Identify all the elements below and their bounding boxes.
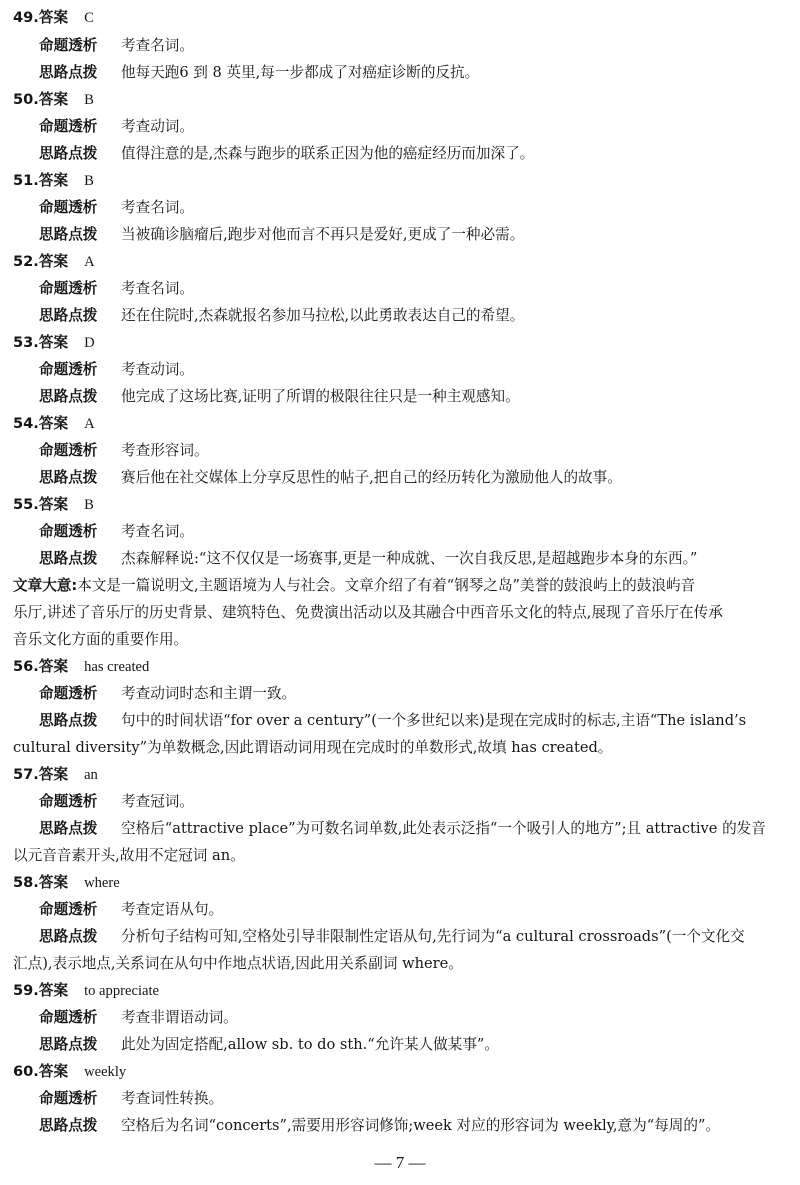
analysis-label: 命题透析 (39, 1009, 98, 1026)
analysis-60 (39, 1089, 223, 1109)
hint-text: 他每天跑6 到 8 英里,每一步都成了对癌症诊断的反抗。 (121, 64, 480, 81)
question-number: 59. (13, 982, 39, 999)
hint-label: 思路点拨 (39, 928, 98, 945)
hint-label: 思路点拨 (39, 469, 98, 486)
answer-value: B (84, 173, 94, 189)
hint-54 (39, 468, 622, 488)
hint-text: 此处为固定搭配,allow sb. to do sth.“允许某人做某事”。 (121, 1036, 499, 1053)
hint-label: 思路点拨 (39, 145, 98, 162)
question-number: 50. (13, 91, 39, 108)
hint-text: 赛后他在社交媒体上分享反思性的帖子,把自己的经历转化为激励他人的故事。 (121, 469, 622, 486)
analysis-label: 命题透析 (39, 442, 98, 459)
hint-60 (39, 1116, 720, 1136)
answer-label: 答案 (38, 1063, 69, 1080)
question-number: 54. (13, 415, 39, 432)
hint-label: 思路点拨 (39, 64, 98, 81)
analysis-50 (39, 117, 194, 137)
answer-label: 答案 (38, 9, 69, 26)
answer-value: an (84, 767, 98, 783)
answer-value: A (84, 254, 95, 270)
answer-label: 答案 (38, 658, 69, 675)
hint-51 (39, 225, 524, 245)
answer-label: 答案 (38, 982, 69, 999)
hint-label: 思路点拨 (39, 1036, 98, 1053)
hint-text: 当被确诊脑瘤后,跑步对他而言不再只是爱好,更成了一种必需。 (121, 226, 525, 243)
analysis-57 (39, 792, 194, 812)
analysis-label: 命题透析 (39, 793, 98, 810)
analysis-label: 命题透析 (39, 199, 98, 216)
answer-value: to appreciate (84, 983, 160, 999)
question-number: 52. (13, 253, 39, 270)
summary-text: 乐厅,讲述了音乐厅的历史背景、建筑特色、免费演出活动以及其融合中西音乐文化的特点,展现了音乐厅在传承 (13, 604, 723, 621)
hint-label: 思路点拨 (39, 712, 98, 729)
hint-label: 思路点拨 (39, 1117, 98, 1134)
hint-56 (39, 711, 746, 731)
hint-58 (39, 927, 745, 947)
answer-value: D (84, 335, 95, 351)
hint-text: 杰森解释说:“这不仅仅是一场赛事,更是一种成就、一次自我反思,是超越跑步本身的东西。” (121, 550, 698, 567)
answer-57 (13, 765, 98, 785)
analysis-label: 命题透析 (39, 1090, 98, 1107)
answer-55 (13, 495, 94, 515)
answer-50 (13, 90, 94, 110)
answer-49 (13, 8, 94, 28)
hint-text: 汇点),表示地点,关系词在从句中作地点状语,因此用关系副词 where。 (13, 955, 463, 972)
analysis-text: 考查词性转换。 (121, 1090, 224, 1107)
answer-label: 答案 (38, 415, 69, 432)
hint-58-continued (13, 954, 463, 974)
analysis-59 (39, 1008, 238, 1028)
analysis-text: 考查名词。 (121, 523, 194, 540)
question-number: 51. (13, 172, 39, 189)
question-number: 58. (13, 874, 39, 891)
analysis-58 (39, 900, 223, 920)
summary-line-3 (13, 630, 188, 650)
answer-label: 答案 (38, 172, 69, 189)
hint-text: 句中的时间状语“for over a century”(一个多世纪以来)是现在完成时的标志,主语“The island’s (121, 712, 747, 729)
answer-54 (13, 414, 95, 434)
analysis-text: 考查动词。 (121, 361, 194, 378)
analysis-text: 考查名词。 (121, 280, 194, 297)
analysis-label: 命题透析 (39, 685, 98, 702)
hint-text: cultural diversity”为单数概念,因此谓语动词用现在完成时的单数形式,故填 has created。 (13, 739, 613, 756)
answer-58 (13, 873, 120, 893)
analysis-label: 命题透析 (39, 901, 98, 918)
hint-text: 他完成了这场比赛,证明了所谓的极限往往只是一种主观感知。 (121, 388, 520, 405)
hint-59 (39, 1035, 499, 1055)
answer-value: A (84, 416, 95, 432)
analysis-text: 考查冠词。 (121, 793, 194, 810)
answer-53 (13, 333, 95, 353)
analysis-56 (39, 684, 296, 704)
answer-52 (13, 252, 95, 272)
analysis-52 (39, 279, 194, 299)
hint-50 (39, 144, 534, 164)
answer-value: B (84, 92, 94, 108)
answer-value: B (84, 497, 94, 513)
analysis-label: 命题透析 (39, 280, 98, 297)
answer-59 (13, 981, 159, 1001)
analysis-text: 考查形容词。 (121, 442, 209, 459)
summary-label: 文章大意: (13, 577, 78, 594)
hint-52 (39, 306, 524, 326)
hint-57-continued (13, 846, 245, 866)
analysis-55 (39, 522, 194, 542)
answer-label: 答案 (38, 334, 69, 351)
hint-57 (39, 819, 766, 839)
hint-label: 思路点拨 (39, 388, 98, 405)
analysis-51 (39, 198, 194, 218)
analysis-text: 考查名词。 (121, 37, 194, 54)
analysis-text: 考查定语从句。 (121, 901, 224, 918)
answer-value: C (84, 10, 94, 26)
question-number: 55. (13, 496, 39, 513)
hint-55 (39, 549, 697, 569)
answer-56 (13, 657, 149, 677)
hint-text: 分析句子结构可知,空格处引导非限制性定语从句,先行词为“a cultural crossroads”(一个文化交 (121, 928, 745, 945)
answer-label: 答案 (38, 766, 69, 783)
analysis-49 (39, 36, 194, 56)
summary-text: 本文是一篇说明文,主题语境为人与社会。文章介绍了有着“钢琴之岛”美誉的鼓浪屿上的鼓浪屿音 (77, 577, 696, 594)
analysis-label: 命题透析 (39, 361, 98, 378)
analysis-text: 考查动词时态和主谓一致。 (121, 685, 297, 702)
question-number: 57. (13, 766, 39, 783)
analysis-text: 考查动词。 (121, 118, 194, 135)
hint-text: 值得注意的是,杰森与跑步的联系正因为他的癌症经历而加深了。 (121, 145, 535, 162)
analysis-53 (39, 360, 194, 380)
answer-label: 答案 (38, 253, 69, 270)
hint-text: 空格后“attractive place”为可数名词单数,此处表示泛指“一个吸引人的地方”;且 attractive 的发音 (121, 820, 766, 837)
analysis-label: 命题透析 (39, 118, 98, 135)
answer-label: 答案 (38, 91, 69, 108)
question-number: 49. (13, 9, 39, 26)
answer-value: has created (84, 659, 150, 675)
hint-label: 思路点拨 (39, 820, 98, 837)
page-number: — 7 — (374, 1153, 426, 1172)
answer-51 (13, 171, 94, 191)
analysis-text: 考查非谓语动词。 (121, 1009, 238, 1026)
analysis-label: 命题透析 (39, 523, 98, 540)
answer-label: 答案 (38, 874, 69, 891)
answer-60 (13, 1062, 126, 1082)
analysis-label: 命题透析 (39, 37, 98, 54)
answer-value: weekly (84, 1064, 127, 1080)
analysis-54 (39, 441, 209, 461)
question-number: 56. (13, 658, 39, 675)
answer-value: where (84, 875, 120, 891)
question-number: 60. (13, 1063, 39, 1080)
hint-label: 思路点拨 (39, 226, 98, 243)
summary-text: 音乐文化方面的重要作用。 (13, 631, 189, 648)
analysis-text: 考查名词。 (121, 199, 194, 216)
hint-text: 以元音音素开头,故用不定冠词 an。 (13, 847, 245, 864)
hint-text: 空格后为名词“concerts”,需要用形容词修饰;week 对应的形容词为 weekly,意为“每周的”。 (121, 1117, 721, 1134)
hint-label: 思路点拨 (39, 307, 98, 324)
question-number: 53. (13, 334, 39, 351)
hint-53 (39, 387, 520, 407)
summary-line-2 (13, 603, 723, 623)
hint-49 (39, 63, 479, 83)
answer-label: 答案 (38, 496, 69, 513)
hint-56-continued (13, 738, 612, 758)
hint-label: 思路点拨 (39, 550, 98, 567)
summary-line-1 (13, 576, 695, 596)
hint-text: 还在住院时,杰森就报名参加马拉松,以此勇敢表达自己的希望。 (121, 307, 525, 324)
